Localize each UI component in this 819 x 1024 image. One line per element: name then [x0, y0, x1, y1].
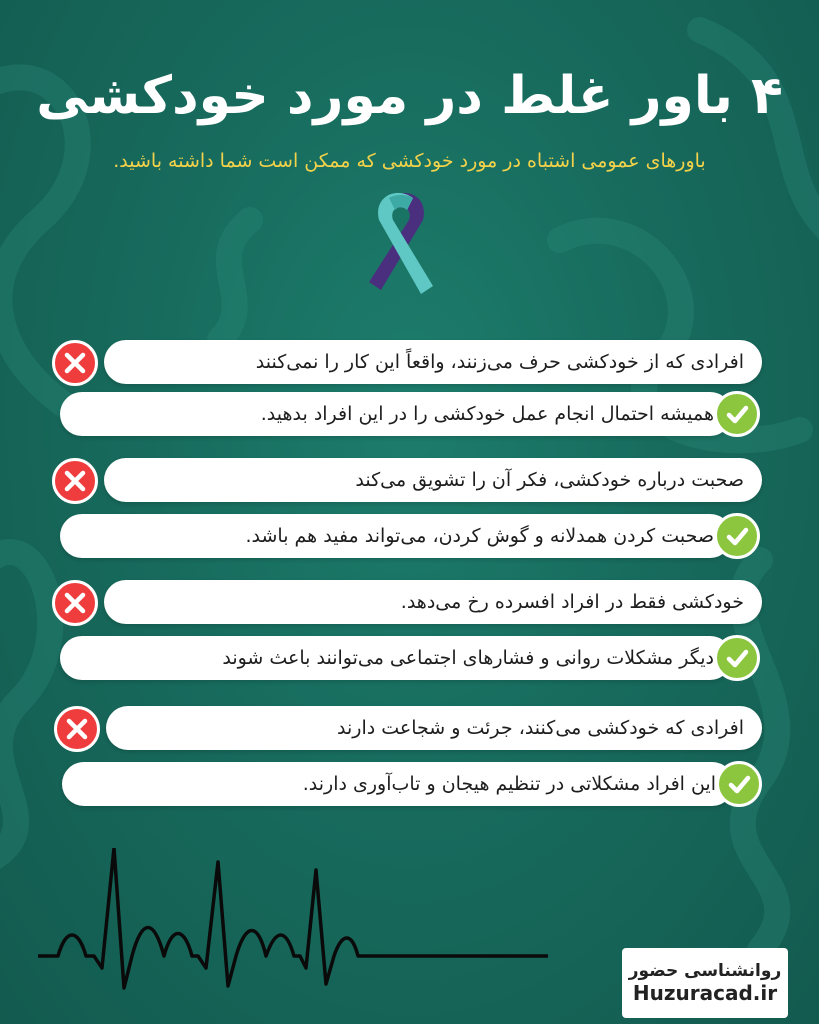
brand-url: Huzuracad.ir [632, 981, 778, 1005]
x-mark-icon [54, 706, 100, 752]
fact-statement-3 [60, 636, 732, 680]
check-mark-icon [714, 635, 760, 681]
fact-text: دیگر مشکلات روانی و فشارهای اجتماعی می‌توانند باعث شوند [222, 647, 714, 669]
check-mark-icon [714, 391, 760, 437]
myth-text: افرادی که از خودکشی حرف می‌زنند، واقعاً این کار را نمی‌کنند [255, 351, 744, 373]
myth-statement-3 [104, 580, 762, 624]
page-title: ۴ باور غلط در مورد خودکشی [36, 66, 783, 126]
fact-text: این افراد مشکلاتی در تنظیم هیجان و تاب‌آوری دارند. [302, 773, 716, 795]
heartbeat-line-icon [38, 848, 548, 994]
fact-text: همیشه احتمال انجام عمل خودکشی را در این افراد بدهید. [260, 403, 714, 425]
x-mark-icon [52, 458, 98, 504]
x-mark-icon [52, 340, 98, 386]
fact-statement-2 [60, 514, 732, 558]
brand-badge [622, 948, 788, 1018]
myth-text: خودکشی فقط در افراد افسرده رخ می‌دهد. [400, 591, 744, 613]
myth-text: صحبت درباره خودکشی، فکر آن را تشویق می‌کند [355, 469, 744, 491]
awareness-ribbon-icon [365, 190, 437, 300]
myth-text: افرادی که خودکشی می‌کنند، جرئت و شجاعت دارند [337, 717, 744, 739]
x-mark-icon [52, 580, 98, 626]
fact-statement-1 [60, 392, 732, 436]
check-mark-icon [716, 761, 762, 807]
myth-statement-1 [104, 340, 762, 384]
page-subtitle: باورهای عمومی اشتباه در مورد خودکشی که ممکن است شما داشته باشید. [113, 150, 706, 172]
fact-text: صحبت کردن همدلانه و گوش کردن، می‌تواند مفید هم باشد. [245, 525, 714, 547]
check-mark-icon [714, 513, 760, 559]
brand-name: روانشناسی حضور [628, 961, 782, 981]
fact-statement-4 [62, 762, 734, 806]
myth-statement-4 [106, 706, 762, 750]
myth-statement-2 [104, 458, 762, 502]
